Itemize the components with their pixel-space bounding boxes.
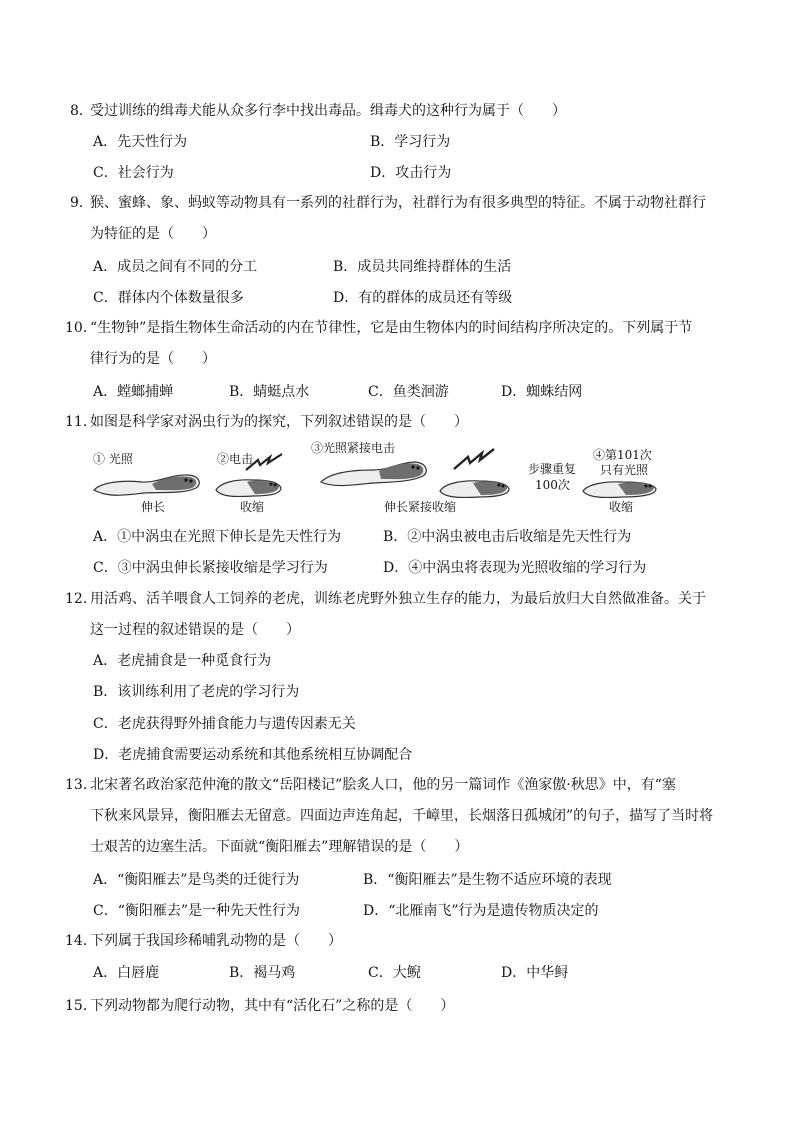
question-stem: 11． 如图是科学家对涡虫行为的探究，下列叙述错误的是（ ）: [90, 407, 730, 438]
figure-label: 伸长紧接收缩: [384, 500, 457, 514]
question-13: [65, 770, 730, 863]
question-number: 10．: [65, 320, 97, 336]
option-a[interactable]: A．成员之间有不同的分工: [93, 259, 258, 275]
question-stem: 13． 北宋著名政治家范仲淹的散文“岳阳楼记”脍炙人口，他的另一篇词作《渔家傲·秋思》中，有“塞 下秋来风景异，衡阳雁去无留意。四面边声连角起，千嶂里，长烟落日孤城闭”的句子，描写了当时将 士艰苦的边塞生活。下面就“衡阳雁去”理解错误的是（ ）: [90, 770, 730, 863]
question-15: [65, 991, 730, 1022]
option-d[interactable]: D．老虎捕食需要运动系统和其他系统相互协调配合: [93, 747, 413, 763]
question-10: [65, 313, 730, 375]
planarian-extended-image: [319, 458, 431, 490]
option-a[interactable]: A．先天性行为: [93, 134, 188, 150]
question-number: 14．: [65, 933, 97, 949]
figure-label: 伸长: [141, 500, 166, 514]
question-8: [70, 96, 730, 127]
option-d[interactable]: D．攻击行为: [370, 165, 452, 181]
option-b[interactable]: B．成员共同维持群体的生活: [333, 259, 512, 275]
figure-label: 只有光照: [600, 463, 649, 477]
question-number: 11．: [65, 414, 97, 430]
option-c[interactable]: C．“衡阳雁去”是一种先天性行为: [93, 903, 301, 919]
figure-label: ②电击: [217, 452, 254, 466]
option-d[interactable]: D．有的群体的成员还有等级: [333, 290, 513, 306]
option-d[interactable]: D．中华鲟: [501, 965, 569, 981]
question-14: [65, 926, 730, 957]
option-a[interactable]: A．①中涡虫在光照下伸长是先天性行为: [93, 529, 342, 545]
figure-label: ③光照紧接电击: [311, 441, 396, 455]
option-c[interactable]: C．社会行为: [93, 165, 174, 181]
planarian-contracted-image: [213, 474, 285, 500]
option-a[interactable]: A．“衡阳雁去”是鸟类的迁徙行为: [93, 872, 300, 888]
question-9: [70, 188, 730, 250]
figure-label: 步骤重复: [528, 462, 577, 476]
option-d[interactable]: D．“北雁南飞”行为是遗传物质决定的: [363, 903, 599, 919]
question-number: 13．: [65, 777, 97, 793]
question-stem: 14． 下列属于我国珍稀哺乳动物的是（ ）: [90, 926, 730, 957]
question-11: [65, 407, 730, 438]
option-c[interactable]: C．大鲵: [368, 965, 421, 981]
figure-label: 100次: [535, 478, 570, 492]
option-b[interactable]: B．②中涡虫被电击后收缩是先天性行为: [383, 529, 632, 545]
option-b[interactable]: B．该训练利用了老虎的学习行为: [93, 684, 300, 700]
option-d[interactable]: D．④中涡虫将表现为光照收缩的学习行为: [383, 560, 647, 576]
option-b[interactable]: B．学习行为: [370, 134, 451, 150]
figure-label: ① 光照: [93, 452, 133, 466]
option-b[interactable]: B．“衡阳雁去”是生物不适应环境的表现: [363, 872, 612, 888]
question-stem: 9． 猴、蜜蜂、象、蚂蚁等动物具有一系列的社群行为，社群行为有很多典型的特征。不属于动物社群行 为特征的是（ ）: [90, 188, 730, 250]
planarian-contracted-image: [580, 476, 660, 500]
option-a[interactable]: A．老虎捕食是一种觅食行为: [93, 653, 272, 669]
question-number: 15．: [65, 998, 97, 1014]
question-stem: 10． “生物钟”是指生物体生命活动的内在节律性，它是由生物体内的时间结构序所决定的。下列属于节 律行为的是（ ）: [90, 313, 730, 375]
option-d[interactable]: D．蜘蛛结网: [501, 384, 583, 400]
planarian-extended-image: [92, 470, 204, 500]
planarian-contracted-image: [437, 475, 513, 501]
question-stem: 8． 受过训练的缉毒犬能从众多行李中找出毒品。缉毒犬的这种行为属于（ ）: [90, 96, 730, 127]
question-number: 8．: [70, 103, 93, 119]
figure-label: 收缩: [609, 500, 634, 514]
lightning-icon: [244, 452, 284, 474]
option-c[interactable]: C．老虎获得野外捕食能力与遗传因素无关: [93, 716, 356, 732]
option-b[interactable]: B．褐马鸡: [229, 965, 296, 981]
option-c[interactable]: C．群体内个体数量很多: [93, 290, 244, 306]
option-b[interactable]: B．蜻蜓点水: [229, 384, 310, 400]
question-stem: 12． 用活鸡、活羊喂食人工饲养的老虎，训练老虎野外独立生存的能力，为最后放归大自然做准备。关于 这一过程的叙述错误的是（ ）: [90, 584, 730, 646]
option-c[interactable]: C．鱼类洄游: [368, 384, 449, 400]
figure-label: ④第101次: [593, 448, 652, 462]
question-number: 9．: [70, 195, 93, 211]
option-c[interactable]: C．③中涡虫伸长紧接收缩是学习行为: [93, 560, 328, 576]
option-a[interactable]: A．螳螂捕蝉: [93, 384, 174, 400]
option-a[interactable]: A．白唇鹿: [93, 965, 160, 981]
figure-label: 收缩: [240, 500, 265, 514]
question-stem: 15． 下列动物都为爬行动物，其中有“活化石”之称的是（ ）: [90, 991, 730, 1022]
lightning-icon: [452, 447, 496, 473]
question-12: [65, 584, 730, 646]
question-number: 12．: [65, 591, 97, 607]
